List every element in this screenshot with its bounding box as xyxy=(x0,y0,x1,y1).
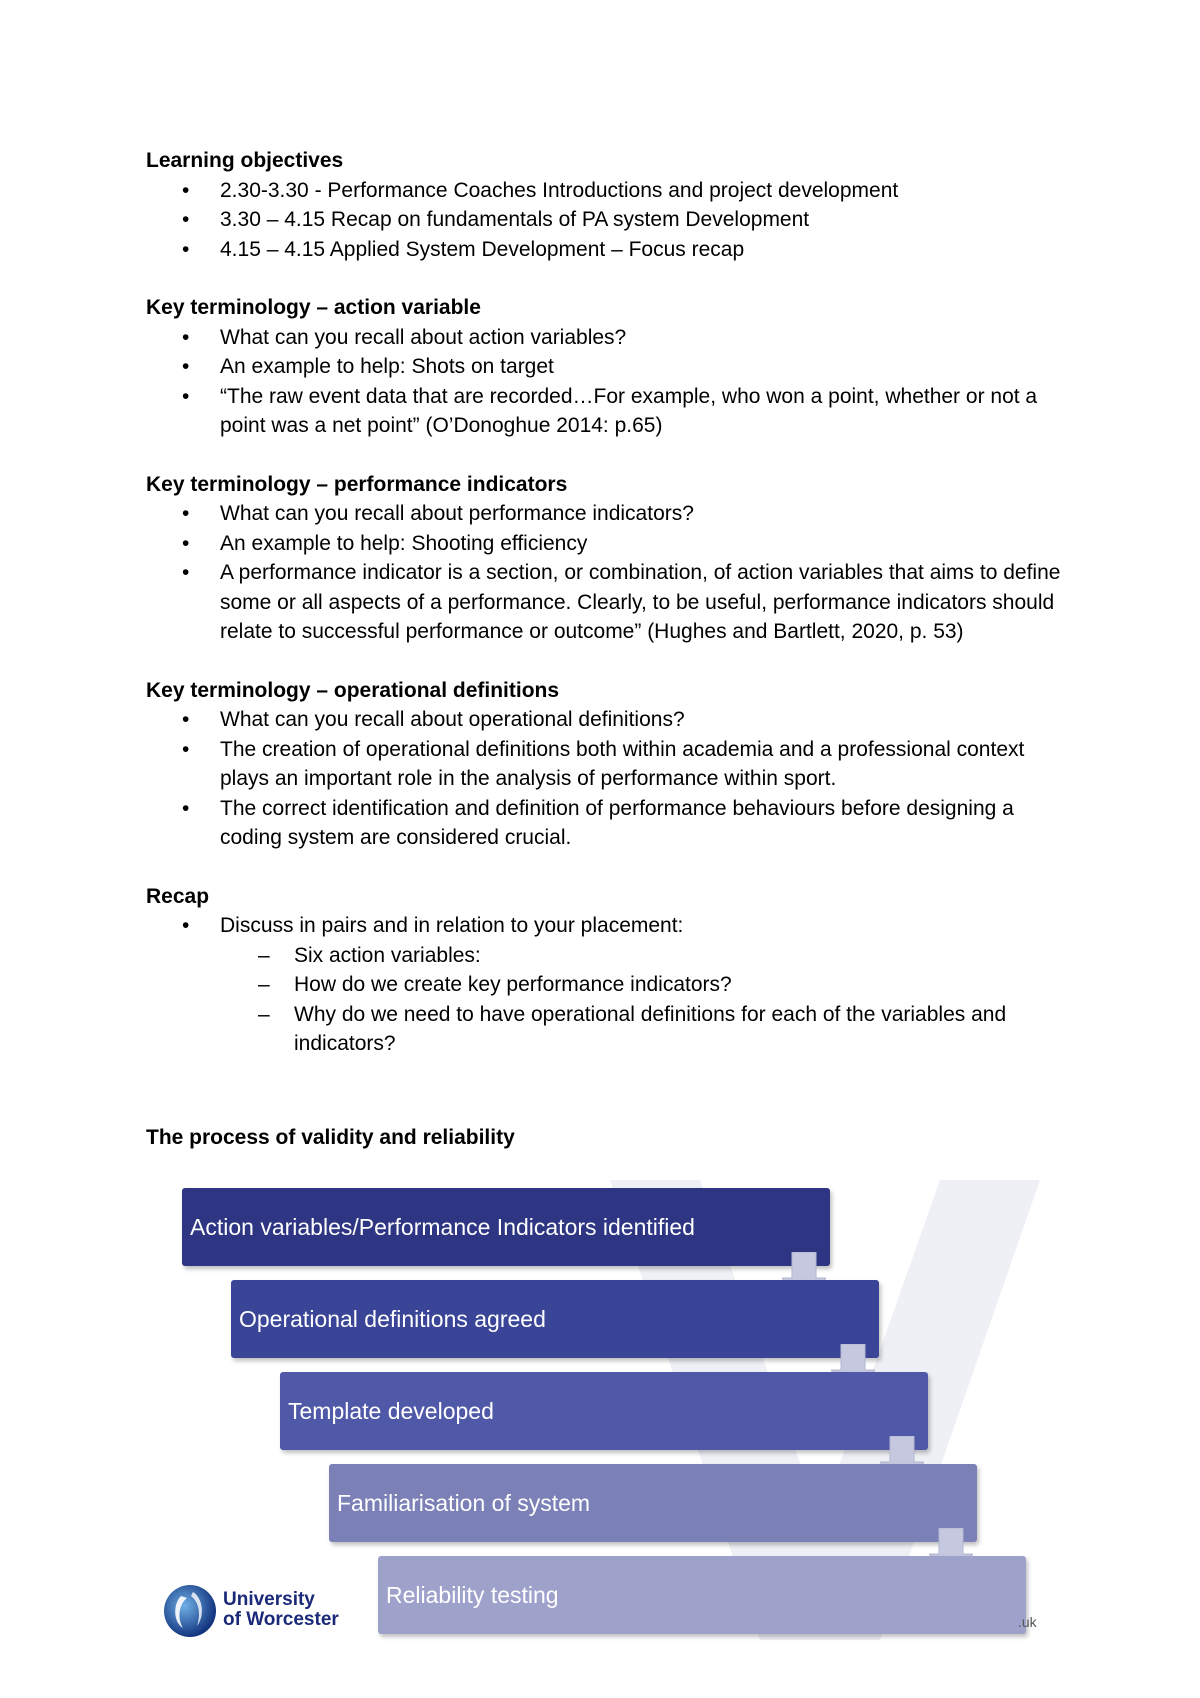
action-variable-section xyxy=(146,293,1076,441)
list-item-text: What can you recall about performance indicators? xyxy=(220,502,694,525)
bullet-list xyxy=(146,323,1076,441)
sub-list xyxy=(220,941,1076,1059)
bullet-icon: • xyxy=(182,502,190,525)
bullet-icon: • xyxy=(182,708,190,731)
list-item xyxy=(146,499,1076,529)
bullet-icon: • xyxy=(182,561,190,584)
section-heading: Key terminology – operational definitions xyxy=(146,678,560,702)
performance-indicators-section xyxy=(146,470,1076,647)
recap-section xyxy=(146,882,1076,1059)
university-logo xyxy=(163,1582,343,1646)
list-item-text: The correct identification and definition of performance behaviours before designing a coding system are considered crucial. xyxy=(220,796,1014,849)
list-item xyxy=(146,176,1076,206)
list-item xyxy=(146,323,1076,353)
list-item xyxy=(146,235,1076,265)
bullet-icon: • xyxy=(182,384,190,408)
list-item-text: What can you recall about operational definitions? xyxy=(220,708,685,731)
list-item-text: An example to help: Shots on target xyxy=(220,355,554,378)
list-item-text: What can you recall about action variables? xyxy=(220,325,627,349)
bullet-list xyxy=(146,499,1076,647)
dash-icon: – xyxy=(258,1002,270,1026)
operational-definitions-section xyxy=(146,676,1076,853)
list-item xyxy=(146,205,1076,235)
sub-list-item-text: How do we create key performance indicators? xyxy=(294,973,732,996)
bullet-icon: • xyxy=(182,208,190,231)
section-heading: Key terminology – performance indicators xyxy=(146,472,568,496)
list-item-text: 2.30-3.30 - Performance Coaches Introductions and project development xyxy=(220,178,899,202)
logo-line-2: of Worcester xyxy=(223,1609,339,1630)
list-item-text: A performance indicator is a section, or combination, of action variables that aims to define some or all aspects of a performance. Clearly, to be useful, performance indicators should relate to successful performance or outcome” (Hughes and Bartlett, 2020, p. 53) xyxy=(220,561,1061,643)
sub-list-item xyxy=(220,941,1076,971)
process-diagram xyxy=(170,1160,1060,1650)
list-item-text: Discuss in pairs and in relation to your placement: xyxy=(220,914,684,937)
process-step-template-developed: Template developed xyxy=(280,1372,928,1450)
logo-line-1: University xyxy=(223,1589,315,1610)
dash-icon: – xyxy=(258,973,270,996)
list-item-text: 3.30 – 4.15 Recap on fundamentals of PA system Development xyxy=(220,208,810,231)
bullet-icon: • xyxy=(182,178,190,202)
list-item-text: “The raw event data that are recorded…For example, who won a point, whether or not a point was a net point” (O’Donoghue 2014: p.65) xyxy=(220,384,1038,437)
sub-list-item-text: Six action variables: xyxy=(294,943,481,967)
list-item-text: The creation of operational definitions both within academia and a professional context plays an important role in the analysis of performance within sport. xyxy=(220,737,1025,790)
list-item xyxy=(146,705,1076,735)
list-item-text: 4.15 – 4.15 Applied System Development – Focus recap xyxy=(220,237,745,261)
list-item xyxy=(146,558,1076,647)
sub-list-item xyxy=(220,1000,1076,1059)
list-item xyxy=(146,382,1076,441)
process-step-action-variables: Action variables/Performance Indicators identified xyxy=(182,1188,830,1266)
list-item xyxy=(146,911,1076,1059)
logo-text xyxy=(223,1590,339,1630)
sub-list-item xyxy=(220,970,1076,1000)
bullet-icon: • xyxy=(182,914,190,937)
bullet-icon: • xyxy=(182,737,190,761)
bullet-icon: • xyxy=(182,796,190,820)
bullet-icon: • xyxy=(182,355,190,378)
process-step-familiarisation: Familiarisation of system xyxy=(329,1464,977,1542)
process-step-operational-definitions: Operational definitions agreed xyxy=(231,1280,879,1358)
bullet-list xyxy=(146,911,1076,1059)
sub-list-item-text: Why do we need to have operational definitions for each of the variables and indicators? xyxy=(294,1002,1007,1055)
list-item xyxy=(146,352,1076,382)
section-heading: Recap xyxy=(146,884,210,908)
university-crest-icon xyxy=(163,1582,217,1640)
list-item xyxy=(146,794,1076,853)
bullet-list xyxy=(146,176,1076,265)
learning-objectives-section xyxy=(146,146,1076,264)
footer-fragment: .uk xyxy=(1018,1614,1037,1630)
list-item xyxy=(146,735,1076,794)
process-step-reliability-testing: Reliability testing xyxy=(378,1556,1026,1634)
bullet-icon: • xyxy=(182,325,190,349)
section-heading: Key terminology – action variable xyxy=(146,296,481,319)
list-item xyxy=(146,529,1076,559)
document-body xyxy=(146,146,1076,1088)
bullet-icon: • xyxy=(182,237,190,261)
process-title: The process of validity and reliability xyxy=(146,1126,515,1149)
bullet-list xyxy=(146,705,1076,853)
dash-icon: – xyxy=(258,943,270,967)
section-heading: Learning objectives xyxy=(146,149,344,172)
bullet-icon: • xyxy=(182,531,190,555)
list-item-text: An example to help: Shooting efficiency xyxy=(220,531,588,555)
